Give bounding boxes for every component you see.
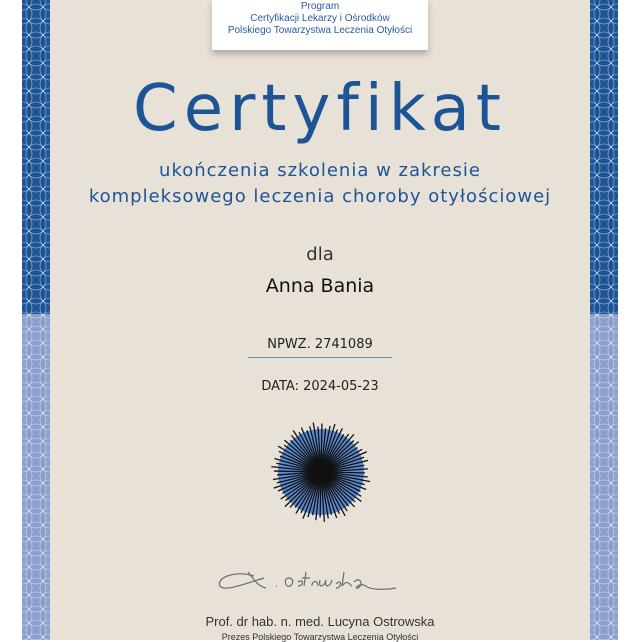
npwz-number: NPWZ. 2741089 bbox=[267, 337, 373, 352]
subtitle-line-2: kompleksowego leczenia choroby otyłościowej bbox=[88, 186, 552, 207]
badge-line: Polskiego Towarzystwa Leczenia Otyłości bbox=[227, 25, 413, 36]
npwz-underline bbox=[248, 357, 392, 358]
certificate-title: Certyfikat bbox=[133, 72, 507, 146]
badge-line: Program bbox=[300, 1, 340, 12]
signatory-role: Prezes Polskiego Towarzystwa Leczenia Otyłości bbox=[221, 632, 419, 642]
issue-date: DATA: 2024-05-23 bbox=[261, 379, 379, 394]
for-label: dla bbox=[306, 244, 334, 265]
subtitle-line-1: ukończenia szkolenia w zakresie bbox=[159, 160, 481, 181]
signatory-name: Prof. dr hab. n. med. Lucyna Ostrowska bbox=[205, 614, 435, 629]
badge-line: Certyfikacji Lekarzy i Ośrodków bbox=[250, 13, 390, 24]
program-badge bbox=[212, 0, 428, 50]
signature bbox=[214, 566, 414, 600]
starburst-emblem-icon bbox=[266, 417, 376, 527]
recipient-name: Anna Bania bbox=[265, 275, 375, 297]
